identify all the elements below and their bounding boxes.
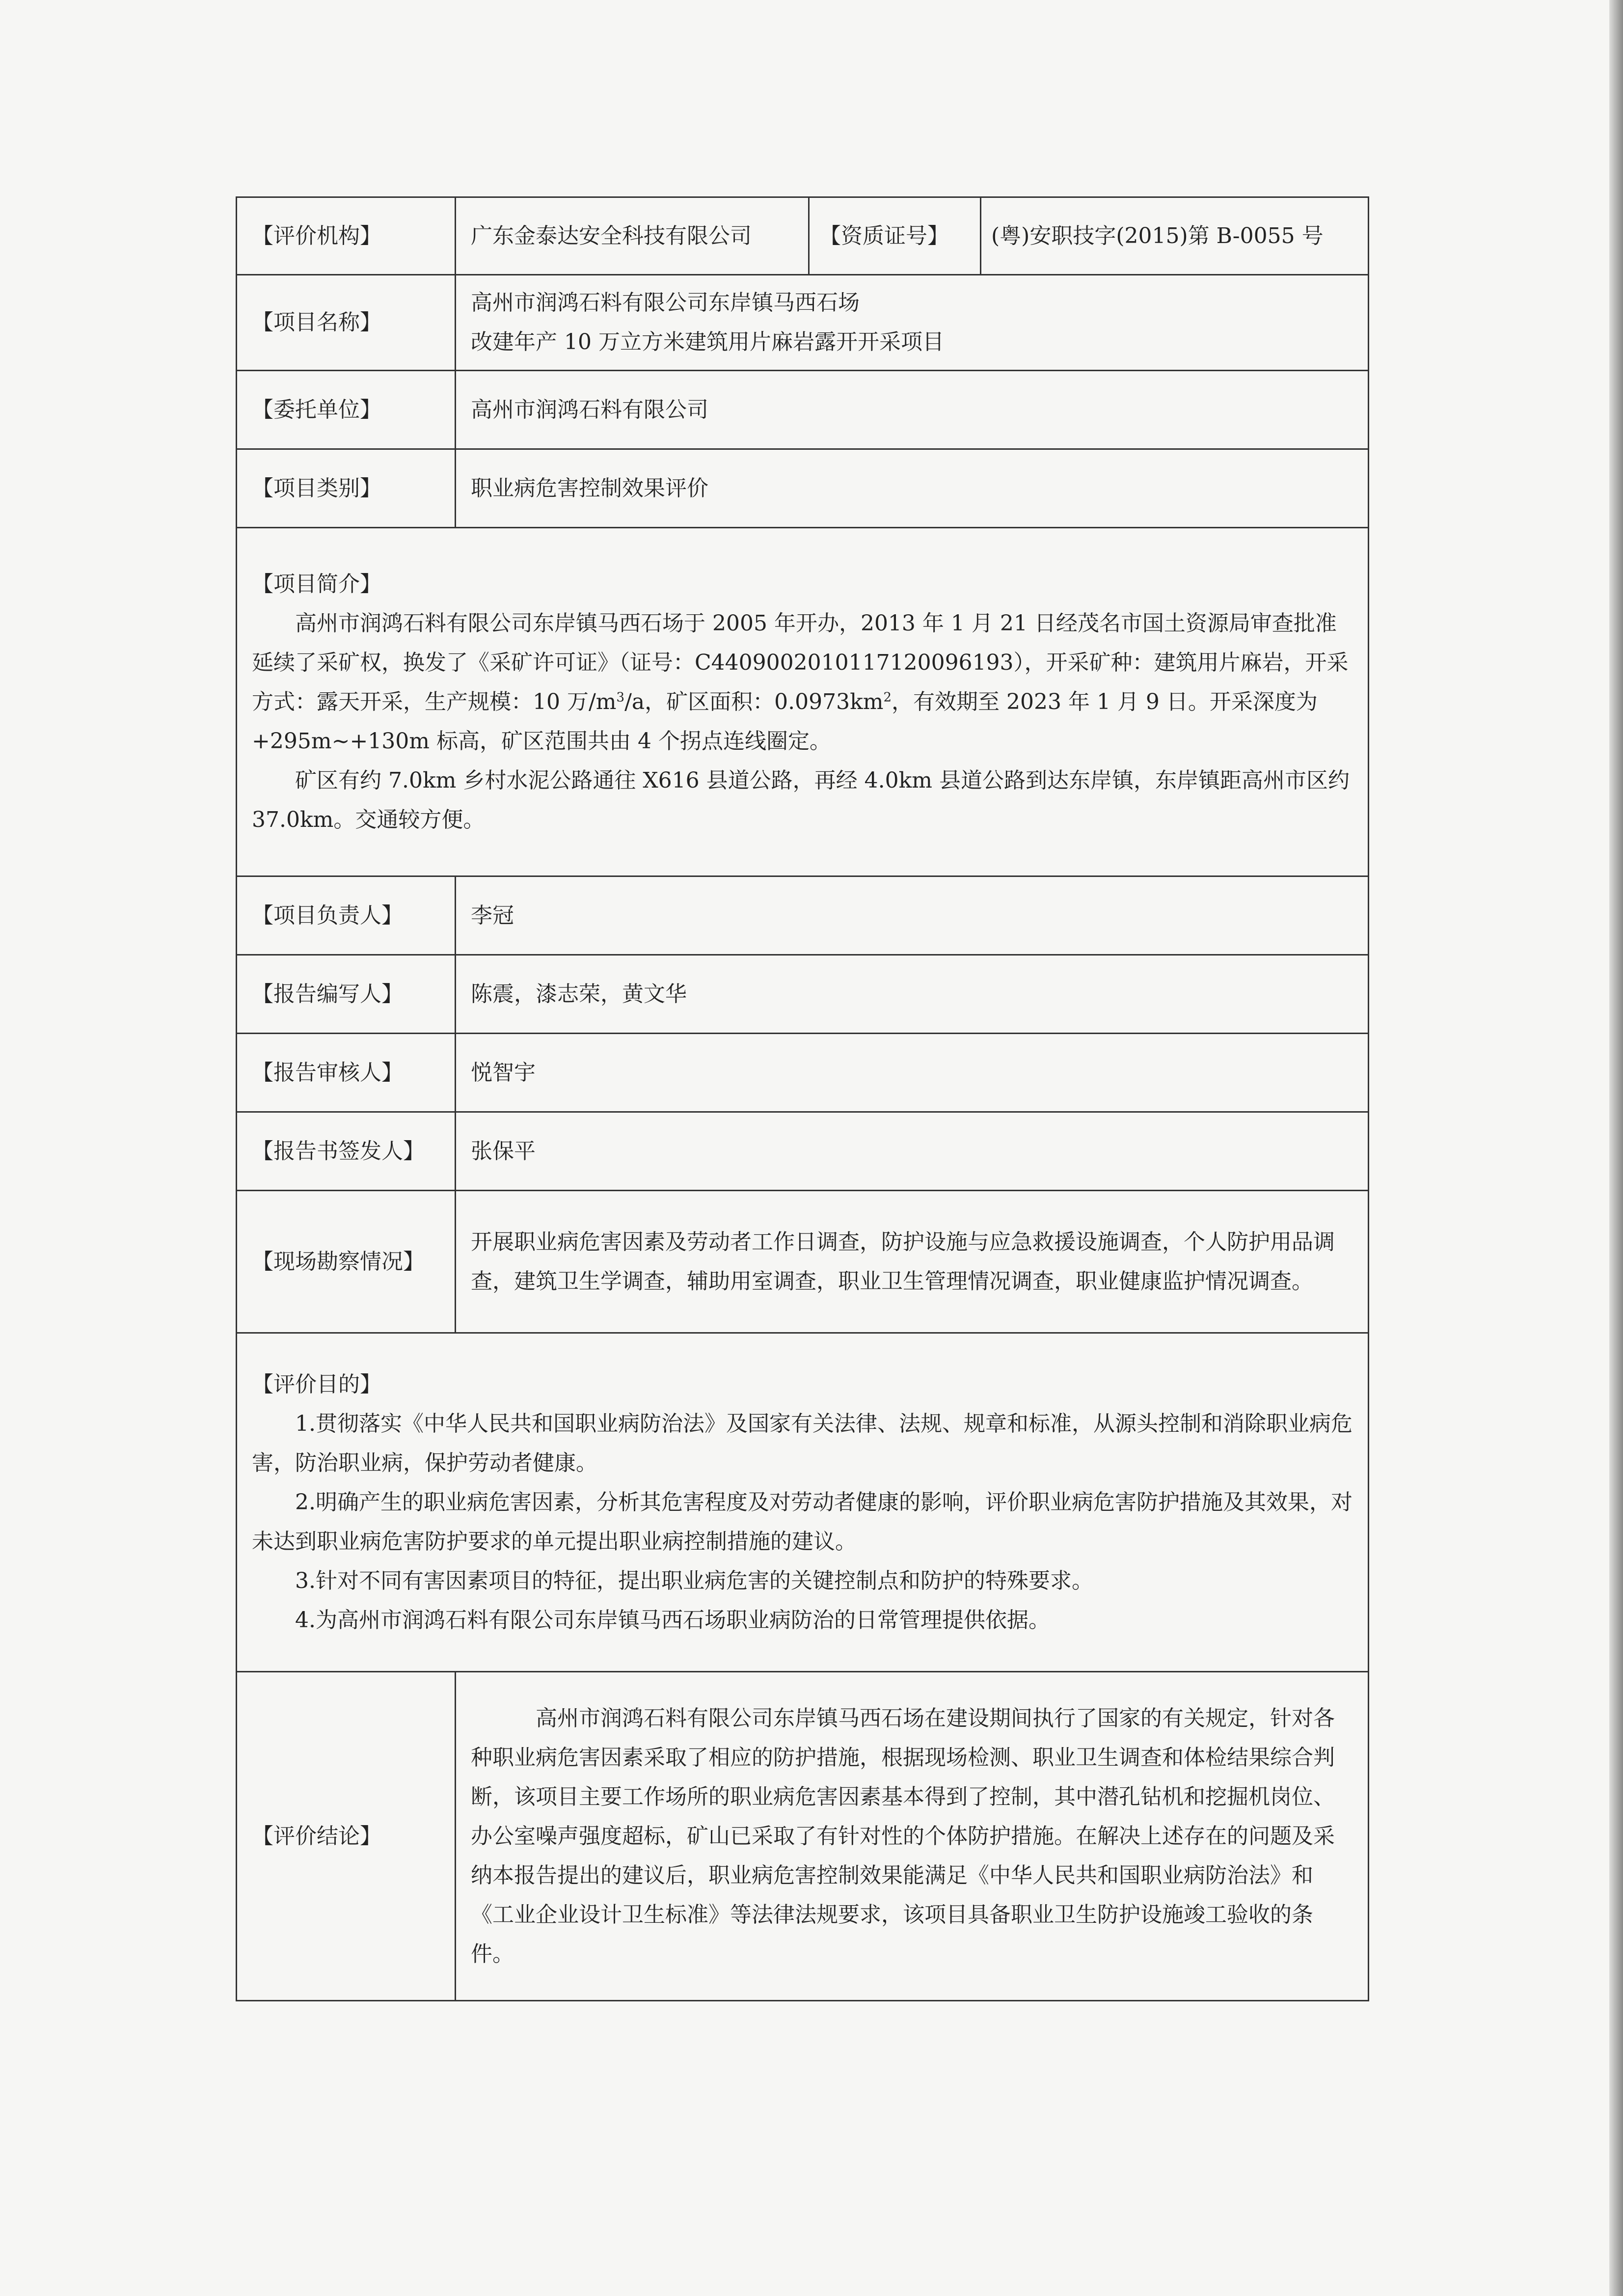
summary-row: [237, 528, 1369, 876]
org-label: 【评价机构】: [237, 197, 456, 275]
org-value: 广东金泰达安全科技有限公司: [456, 197, 809, 275]
survey-row: [237, 1191, 1369, 1333]
leader-value: 李冠: [456, 876, 1369, 955]
conclusion-row: [237, 1672, 1369, 2001]
purpose-item-3: 3.针对不同有害因素项目的特征，提出职业病危害的关键控制点和防护的特殊要求。: [295, 1568, 1093, 1593]
client-value: 高州市润鸿石料有限公司: [456, 371, 1369, 449]
signer-value: 张保平: [456, 1112, 1369, 1191]
purpose-item-1: 1.贯彻落实《中华人民共和国职业病防治法》及国家有关法律、法规、规章和标准，从源头控制和消除职业病危害，防治职业病，保护劳动者健康。: [252, 1411, 1352, 1476]
purpose-title: 【评价目的】: [252, 1371, 381, 1397]
writer-value: 陈震，漆志荣，黄文华: [456, 955, 1369, 1034]
client-row: [237, 371, 1369, 449]
project-name-line2: 改建年产 10 万立方米建筑用片麻岩露开开采项目: [471, 329, 944, 355]
conclusion-value: 高州市润鸿石料有限公司东岸镇马西石场在建设期间执行了国家的有关规定，针对各种职业病危害因素采取了相应的防护措施，根据现场检测、职业卫生调查和体检结果综合判断，该项目主要工作场所的职业病危害因素基本得到了控制，其中潜孔钻机和挖掘机岗位、办公室噪声强度超标，矿山已采取了有针对性的个体防护措施。在解决上述存在的问题及采纳本报告提出的建议后，职业病危害控制效果能满足《中华人民共和国职业病防治法》和《工业企业设计卫生标准》等法律法规要求，该项目具备职业卫生防护设施竣工验收的条件。: [456, 1672, 1369, 2001]
org-row: [237, 197, 1369, 275]
category-value: 职业病危害控制效果评价: [456, 449, 1369, 528]
reviewer-row: [237, 1034, 1369, 1112]
project-name-label: 【项目名称】: [237, 275, 456, 371]
project-name-row: [237, 275, 1369, 371]
writer-label: 【报告编写人】: [237, 955, 456, 1034]
purpose-row: [237, 1333, 1369, 1672]
purpose-item-2: 2.明确产生的职业病危害因素，分析其危害程度及对劳动者健康的影响，评价职业病危害防护措施及其效果，对未达到职业病危害防护要求的单元提出职业病控制措施的建议。: [252, 1489, 1352, 1554]
reviewer-label: 【报告审核人】: [237, 1034, 456, 1112]
conclusion-label: 【评价结论】: [237, 1672, 456, 2001]
signer-label: 【报告书签发人】: [237, 1112, 456, 1191]
summary-title: 【项目简介】: [252, 571, 381, 597]
category-row: [237, 449, 1369, 528]
project-name-line1: 高州市润鸿石料有限公司东岸镇马西石场: [471, 290, 860, 315]
summary-paragraph-2: 矿区有约 7.0km 乡村水泥公路通往 X616 县道公路，再经 4.0km 县道公路到达东岸镇，东岸镇距高州市区约 37.0km。交通较方便。: [252, 767, 1350, 832]
reviewer-value: 悦智宇: [456, 1034, 1369, 1112]
writer-row: [237, 955, 1369, 1034]
leader-row: [237, 876, 1369, 955]
leader-label: 【项目负责人】: [237, 876, 456, 955]
project-summary: [237, 528, 1369, 876]
purpose-item-4: 4.为高州市润鸿石料有限公司东岸镇马西石场职业病防治的日常管理提供依据。: [295, 1607, 1050, 1633]
evaluation-purpose: [237, 1333, 1369, 1672]
cert-value: (粤)安职技字(2015)第 B-0055 号: [981, 197, 1369, 275]
survey-label: 【现场勘察情况】: [237, 1191, 456, 1333]
page-edge-shadow: [1609, 0, 1623, 2296]
client-label: 【委托单位】: [237, 371, 456, 449]
signer-row: [237, 1112, 1369, 1191]
project-name-value: [456, 275, 1369, 371]
cert-label: 【资质证号】: [809, 197, 981, 275]
category-label: 【项目类别】: [237, 449, 456, 528]
evaluation-summary-table: [236, 196, 1369, 2001]
survey-value: 开展职业病危害因素及劳动者工作日调查，防护设施与应急救援设施调查，个人防护用品调查，建筑卫生学调查，辅助用室调查，职业卫生管理情况调查，职业健康监护情况调查。: [456, 1191, 1369, 1333]
summary-paragraph-1: 高州市润鸿石料有限公司东岸镇马西石场于 2005 年开办，2013 年 1 月 21 日经茂名市国土资源局审查批准延续了采矿权，换发了《采矿许可证》（证号：C4409002010117120096193），开采矿种：建筑用片麻岩，开采方式：露天开采，生产规模：10 万$/m^3/a$，矿区面积：$0.0973km^2$，有效期至 2023 年 1 月 9 日。开采深度为+295m~+130m 标高，矿区范围共由 4 个拐点连线圈定。: [252, 610, 1349, 754]
